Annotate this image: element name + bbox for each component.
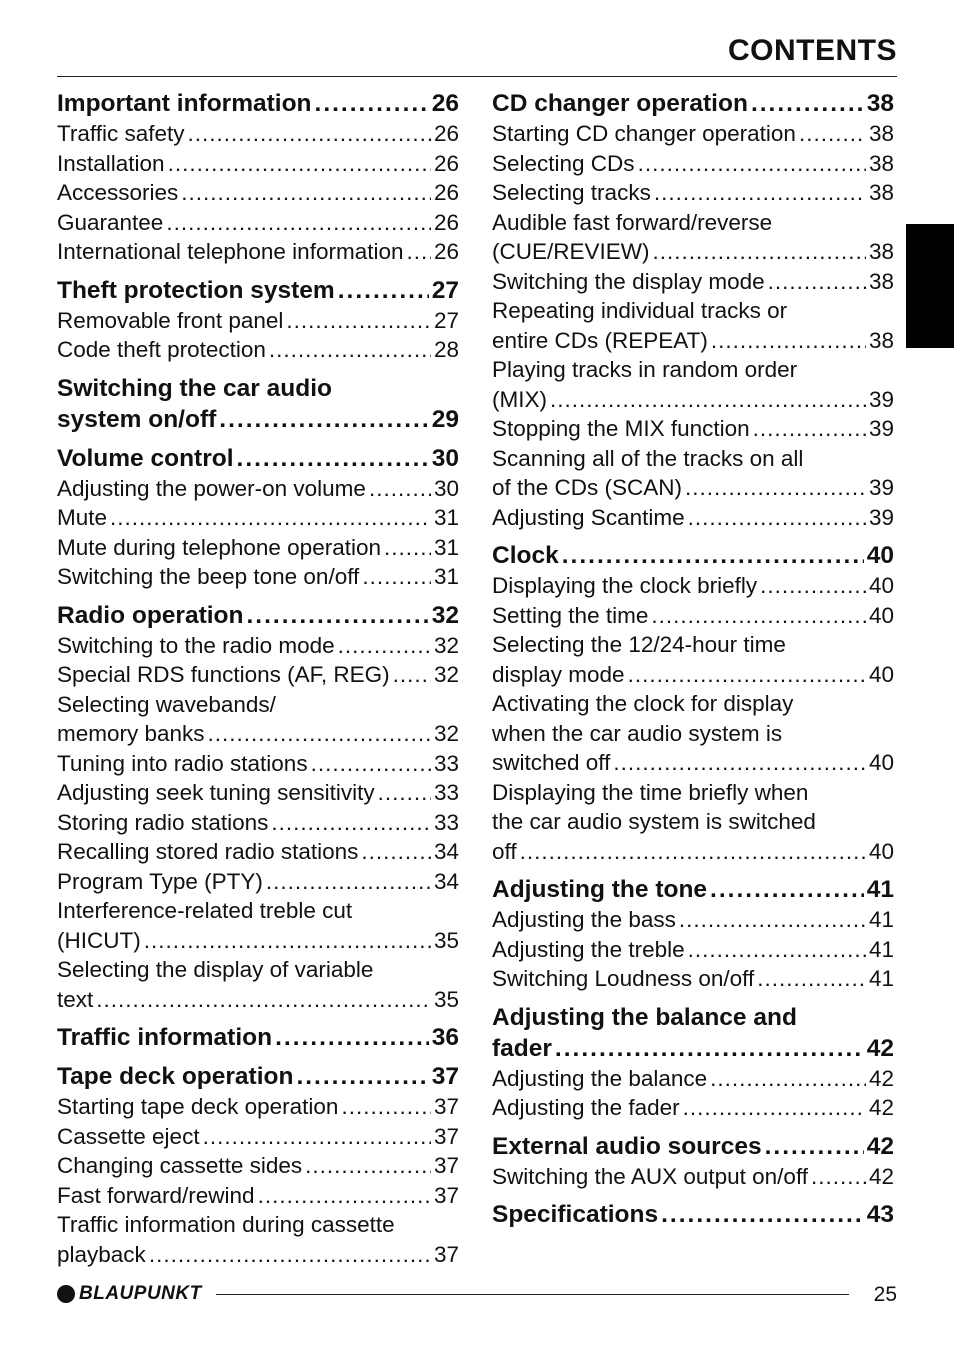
toc-entry[interactable]: Accessories ..... 26 [57, 178, 459, 208]
toc-entry[interactable]: Storing radio stations ..... 33 [57, 808, 459, 838]
toc-entry[interactable]: Code theft protection ..... 28 [57, 335, 459, 365]
toc-entry[interactable]: Displaying the clock briefly ..... 40 [492, 571, 894, 601]
toc-section-heading[interactable]: Important information ..... 26 [57, 88, 459, 119]
toc-section-heading[interactable]: Traffic information ..... 36 [57, 1022, 459, 1053]
header-divider [57, 76, 897, 77]
toc-entry[interactable]: Adjusting the fader ..... 42 [492, 1093, 894, 1123]
logo-dot-icon [57, 1285, 75, 1303]
toc-entry[interactable]: Interference-related treble cut (HICUT) ..... 35 [57, 896, 459, 955]
toc-entry[interactable]: Selecting the 12/24-hour time display mode ..... 40 [492, 630, 894, 689]
toc-entry[interactable]: Scanning all of the tracks on all of the CDs (SCAN) ..... 39 [492, 444, 894, 503]
toc-entry[interactable]: Starting CD changer operation ..... 38 [492, 119, 894, 149]
toc-entry[interactable]: Switching the beep tone on/off ..... 31 [57, 562, 459, 592]
toc-entry[interactable]: Program Type (PTY) ..... 34 [57, 867, 459, 897]
toc-entry[interactable]: Activating the clock for display when the car audio system is switched off ..... 40 [492, 689, 894, 778]
toc-entry[interactable]: Guarantee ..... 26 [57, 208, 459, 238]
toc-entry[interactable]: Cassette eject ..... 37 [57, 1122, 459, 1152]
toc-entry[interactable]: Starting tape deck operation ..... 37 [57, 1092, 459, 1122]
toc-entry[interactable]: Adjusting the balance ..... 42 [492, 1064, 894, 1094]
toc-entry[interactable]: Tuning into radio stations ..... 33 [57, 749, 459, 779]
brand-name: BLAUPUNKT [79, 1283, 202, 1304]
toc-entry[interactable]: Mute during telephone operation ..... 31 [57, 533, 459, 563]
toc-section-heading[interactable]: Theft protection system ..... 27 [57, 275, 459, 306]
page-title: CONTENTS [728, 34, 897, 67]
toc-entry[interactable]: Selecting tracks ..... 38 [492, 178, 894, 208]
toc-entry[interactable]: Adjusting the power-on volume ..... 30 [57, 474, 459, 504]
toc-entry[interactable]: Selecting the display of variable text ..... 35 [57, 955, 459, 1014]
toc-section-heading[interactable]: Tape deck operation ..... 37 [57, 1061, 459, 1092]
section-thumb-tab [906, 224, 954, 348]
toc-entry[interactable]: Removable front panel ..... 27 [57, 306, 459, 336]
toc-entry[interactable]: Adjusting Scantime ..... 39 [492, 503, 894, 533]
toc-entry[interactable]: Displaying the time briefly when the car audio system is switched off ..... 40 [492, 778, 894, 867]
toc-section-heading[interactable]: External audio sources ..... 42 [492, 1131, 894, 1162]
toc-right-column [492, 88, 894, 1230]
toc-section-heading[interactable]: Adjusting the balance and fader ..... 42 [492, 1002, 894, 1064]
toc-entry[interactable]: Recalling stored radio stations ..... 34 [57, 837, 459, 867]
page-number: 25 [873, 1283, 897, 1306]
toc-section-heading[interactable]: Adjusting the tone ..... 41 [492, 874, 894, 905]
toc-section-heading[interactable]: Specifications ..... 43 [492, 1199, 894, 1230]
toc-entry[interactable]: Adjusting seek tuning sensitivity ..... 33 [57, 778, 459, 808]
toc-left-column [57, 88, 459, 1269]
toc-entry[interactable]: Traffic information during cassette playback ..... 37 [57, 1210, 459, 1269]
toc-entry[interactable]: Traffic safety ..... 26 [57, 119, 459, 149]
toc-section-heading[interactable]: Radio operation ..... 32 [57, 600, 459, 631]
toc-section-heading[interactable]: Volume control ..... 30 [57, 443, 459, 474]
toc-entry[interactable]: Switching Loudness on/off ..... 41 [492, 964, 894, 994]
toc-entry[interactable]: Playing tracks in random order (MIX) ..... 39 [492, 355, 894, 414]
toc-entry[interactable]: Changing cassette sides ..... 37 [57, 1151, 459, 1181]
toc-entry[interactable]: Fast forward/rewind ..... 37 [57, 1181, 459, 1211]
toc-entry[interactable]: Adjusting the treble ..... 41 [492, 935, 894, 965]
footer-divider [216, 1294, 849, 1295]
toc-entry[interactable]: Selecting wavebands/ memory banks ..... 32 [57, 690, 459, 749]
toc-entry[interactable]: Adjusting the bass ..... 41 [492, 905, 894, 935]
toc-entry[interactable]: Switching the AUX output on/off ..... 42 [492, 1162, 894, 1192]
toc-entry[interactable]: Installation ..... 26 [57, 149, 459, 179]
toc-entry[interactable]: Stopping the MIX function ..... 39 [492, 414, 894, 444]
toc-entry[interactable]: International telephone information ..... 26 [57, 237, 459, 267]
toc-entry[interactable]: Repeating individual tracks or entire CDs (REPEAT) ..... 38 [492, 296, 894, 355]
toc-entry[interactable]: Selecting CDs ..... 38 [492, 149, 894, 179]
toc-entry[interactable]: Special RDS functions (AF, REG) ..... 32 [57, 660, 459, 690]
brand-logo [57, 1283, 202, 1305]
toc-section-heading[interactable]: CD changer operation ..... 38 [492, 88, 894, 119]
toc-section-heading[interactable]: Clock ..... 40 [492, 540, 894, 571]
toc-entry[interactable]: Mute ..... 31 [57, 503, 459, 533]
toc-section-heading[interactable]: Switching the car audio system on/off ..... 29 [57, 373, 459, 435]
toc-entry[interactable]: Audible fast forward/reverse (CUE/REVIEW) ..... 38 [492, 208, 894, 267]
toc-entry[interactable]: Switching to the radio mode ..... 32 [57, 631, 459, 661]
toc-entry[interactable]: Switching the display mode ..... 38 [492, 267, 894, 297]
toc-entry[interactable]: Setting the time ..... 40 [492, 601, 894, 631]
